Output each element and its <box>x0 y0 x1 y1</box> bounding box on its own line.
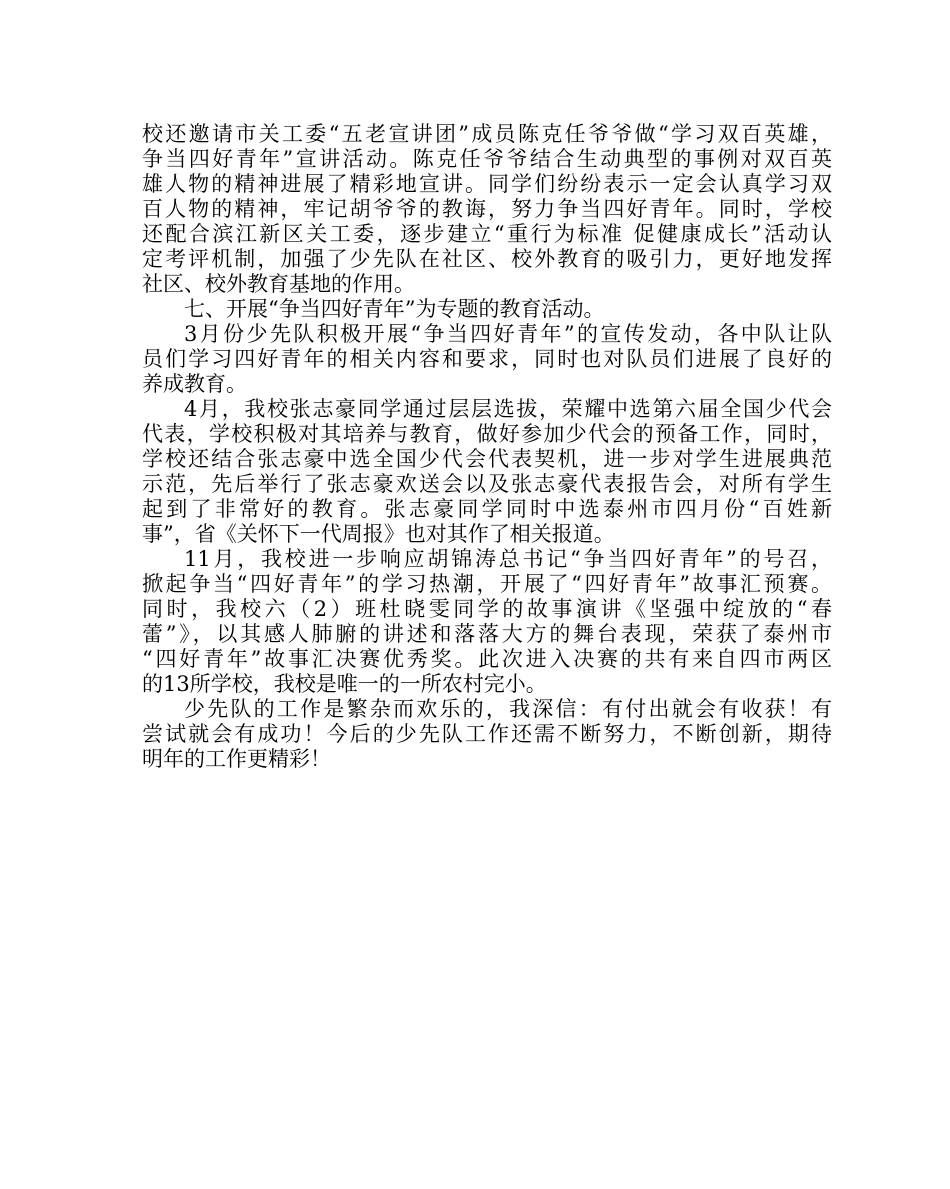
text-line: 定考评机制，加强了少先队在社区、校外教育的吸引力，更好地发挥 <box>142 247 832 271</box>
text-line: 学校还结合张志豪中选全国少代会代表契机，进一步对学生进展典范 <box>142 447 832 471</box>
text-line: 争当四好青年”宣讲活动。陈克任爷爷结合生动典型的事例对双百英 <box>142 147 832 171</box>
text-line: 百人物的精神，牢记胡爷爷的教诲，努力争当四好青年。同时，学校 <box>142 197 832 221</box>
text-line: 起到了非常好的教育。张志豪同学同时中选泰州市四月份“百姓新 <box>142 497 832 521</box>
text-line: 雄人物的精神进展了精彩地宣讲。同学们纷纷表示一定会认真学习双 <box>142 172 832 196</box>
text-line: 掀起争当“四好青年”的学习热潮，开展了“四好青年”故事汇预赛。 <box>142 572 832 596</box>
text-line: 4月，我校张志豪同学通过层层选拔，荣耀中选第六届全国少代会 <box>184 397 832 421</box>
text-line: 11月，我校进一步响应胡锦涛总书记“争当四好青年”的号召， <box>184 547 832 571</box>
text-line: 蕾”》，以其感人肺腑的讲述和落落大方的舞台表现，荣获了泰州市 <box>142 622 832 646</box>
text-line: 的13所学校，我校是唯一的一所农村完小。 <box>142 672 547 696</box>
document-body <box>142 122 832 772</box>
text-line: 同时，我校六（2）班杜晓雯同学的故事演讲《坚强中绽放的“春 <box>142 597 832 621</box>
text-line: 明年的工作更精彩！ <box>142 747 331 771</box>
text-line: 员们学习四好青年的相关内容和要求，同时也对队员们进展了良好的 <box>142 347 832 371</box>
text-line: 还配合滨江新区关工委，逐步建立“重行为标准 促健康成长”活动认 <box>142 222 832 246</box>
text-line: “四好青年”故事汇决赛优秀奖。此次进入决赛的共有来自四市两区 <box>142 647 832 671</box>
text-line: 社区、校外教育基地的作用。 <box>142 272 415 296</box>
text-line: 事”，省《关怀下一代周报》也对其作了相关报道。 <box>142 522 615 546</box>
text-line: 示范，先后举行了张志豪欢送会以及张志豪代表报告会，对所有学生 <box>142 472 832 496</box>
text-line: 校还邀请市关工委“五老宣讲团”成员陈克任爷爷做“学习双百英雄， <box>142 122 832 146</box>
text-line: 代表，学校积极对其培养与教育，做好参加少代会的预备工作，同时， <box>142 422 832 446</box>
text-line: 少先队的工作是繁杂而欢乐的，我深信：有付出就会有收获！有 <box>184 697 832 721</box>
text-line: 养成教育。 <box>142 372 247 396</box>
text-line: 尝试就会有成功！今后的少先队工作还需不断努力，不断创新，期待 <box>142 722 832 746</box>
text-line: 3月份少先队积极开展“争当四好青年”的宣传发动，各中队让队 <box>184 322 832 346</box>
text-line: 七、开展“争当四好青年”为专题的教育活动。 <box>184 297 605 321</box>
